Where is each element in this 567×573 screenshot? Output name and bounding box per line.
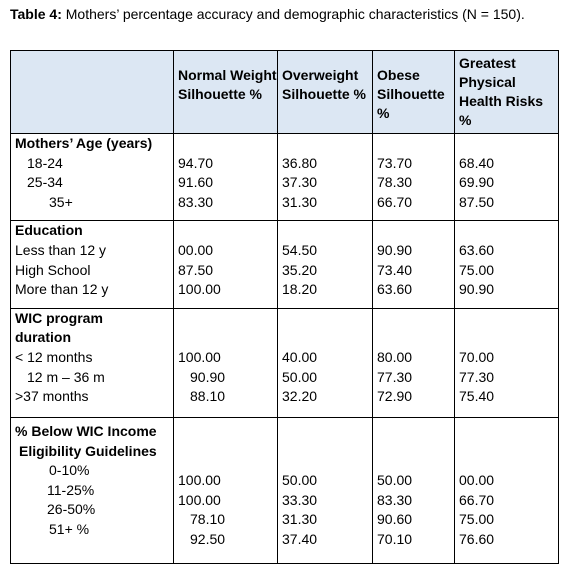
section-title-income-2: Eligibility Guidelines <box>19 442 157 459</box>
cell-value: 83.30 <box>178 193 214 210</box>
wic-labels-cell <box>11 308 174 417</box>
cell-value: 50.00 <box>377 472 413 489</box>
section-wic-duration <box>11 308 559 417</box>
cell-value: 88.10 <box>190 388 226 405</box>
header-overweight: Overweight Silhouette % <box>278 51 373 134</box>
cell-value: 72.90 <box>377 388 413 405</box>
row-label: More than 12 y <box>15 281 109 298</box>
cell-value: 87.50 <box>178 261 214 278</box>
row-label: High School <box>15 261 91 278</box>
section-title-education: Education <box>15 222 83 239</box>
cell-value: 33.30 <box>282 491 318 508</box>
cell-value: 94.70 <box>178 154 214 171</box>
cell-value: 92.50 <box>190 530 226 547</box>
data-table <box>10 50 559 564</box>
row-label: < 12 months <box>15 349 93 366</box>
cell-value: 70.00 <box>459 349 495 366</box>
income-col4-cell <box>455 417 559 563</box>
age-col3-cell <box>373 134 455 221</box>
cell-value: 76.60 <box>459 530 495 547</box>
header-normal-weight: Normal Weight Silhouette % <box>174 51 278 134</box>
cell-value: 40.00 <box>282 349 318 366</box>
row-label: 0-10% <box>49 462 90 479</box>
cell-value: 87.50 <box>459 193 495 210</box>
income-col3-cell <box>373 417 455 563</box>
cell-value: 70.10 <box>377 530 413 547</box>
cell-value: 90.60 <box>377 511 413 528</box>
cell-value: 100.00 <box>178 281 221 298</box>
section-education <box>11 221 559 308</box>
section-title-wic: WIC program <box>15 309 103 326</box>
wic-col1-cell <box>174 308 278 417</box>
section-title-age: Mothers’ Age (years) <box>15 135 153 151</box>
cell-value: 37.40 <box>282 530 318 547</box>
section-title-wic-2: duration <box>15 329 71 346</box>
caption-label: Table 4: <box>10 6 62 22</box>
age-col1-cell <box>174 134 278 221</box>
row-label: 35+ <box>49 193 73 210</box>
education-col4-cell <box>455 221 559 308</box>
cell-value: 75.00 <box>459 261 495 278</box>
table-caption <box>10 5 558 23</box>
cell-value: 91.60 <box>178 174 214 191</box>
cell-value: 68.40 <box>459 154 495 171</box>
cell-value: 78.10 <box>190 511 226 528</box>
cell-value: 50.00 <box>282 472 318 489</box>
header-health-risks: Greatest Physical Health Risks % <box>455 51 559 134</box>
cell-value: 54.50 <box>282 242 318 259</box>
caption-text: Mothers’ percentage accuracy and demographic characteristics (N = 150). <box>61 6 525 22</box>
age-col2-cell <box>278 134 373 221</box>
income-col1-cell <box>174 417 278 563</box>
cell-value: 37.30 <box>282 174 318 191</box>
cell-value: 77.30 <box>459 368 495 385</box>
cell-value: 90.90 <box>190 368 226 385</box>
income-col2-cell <box>278 417 373 563</box>
cell-value: 18.20 <box>282 281 318 298</box>
age-col4-cell <box>455 134 559 221</box>
header-empty-cell <box>11 51 174 134</box>
row-label: >37 months <box>15 388 89 405</box>
cell-value: 83.30 <box>377 491 413 508</box>
cell-value: 90.90 <box>459 281 495 298</box>
section-income-eligibility <box>11 417 559 563</box>
row-label: 25-34 <box>27 174 63 191</box>
row-label: 12 m – 36 m <box>27 368 105 385</box>
wic-col3-cell <box>373 308 455 417</box>
cell-value: 100.00 <box>178 472 221 489</box>
cell-value: 66.70 <box>459 491 495 508</box>
cell-value: 80.00 <box>377 349 413 366</box>
cell-value: 00.00 <box>178 242 214 259</box>
cell-value: 66.70 <box>377 193 413 210</box>
income-labels-cell <box>11 417 174 563</box>
cell-value: 00.00 <box>459 472 495 489</box>
cell-value: 35.20 <box>282 261 318 278</box>
cell-value: 73.70 <box>377 154 413 171</box>
age-labels-cell <box>11 134 174 221</box>
cell-value: 31.30 <box>282 511 318 528</box>
cell-value: 73.40 <box>377 261 413 278</box>
wic-col2-cell <box>278 308 373 417</box>
cell-value: 75.40 <box>459 388 495 405</box>
row-label: 18-24 <box>27 154 63 171</box>
wic-col4-cell <box>455 308 559 417</box>
cell-value: 31.30 <box>282 193 318 210</box>
education-labels-cell <box>11 221 174 308</box>
header-row <box>11 51 559 134</box>
cell-value: 63.60 <box>377 281 413 298</box>
education-col2-cell <box>278 221 373 308</box>
cell-value: 75.00 <box>459 511 495 528</box>
section-age <box>11 134 559 221</box>
row-label: 11-25% <box>47 481 95 498</box>
section-title-income: % Below WIC Income <box>15 422 157 439</box>
cell-value: 50.00 <box>282 368 318 385</box>
cell-value: 32.20 <box>282 388 318 405</box>
header-obese: Obese Silhouette % <box>373 51 455 134</box>
row-label: 26-50% <box>47 501 96 518</box>
cell-value: 36.80 <box>282 154 318 171</box>
education-col3-cell <box>373 221 455 308</box>
cell-value: 100.00 <box>178 491 221 508</box>
cell-value: 69.90 <box>459 174 495 191</box>
cell-value: 90.90 <box>377 242 413 259</box>
cell-value: 100.00 <box>178 349 221 366</box>
cell-value: 63.60 <box>459 242 495 259</box>
row-label: Less than 12 y <box>15 242 107 259</box>
row-label: 51+ % <box>49 520 90 537</box>
cell-value: 77.30 <box>377 368 413 385</box>
cell-value: 78.30 <box>377 174 413 191</box>
education-col1-cell <box>174 221 278 308</box>
